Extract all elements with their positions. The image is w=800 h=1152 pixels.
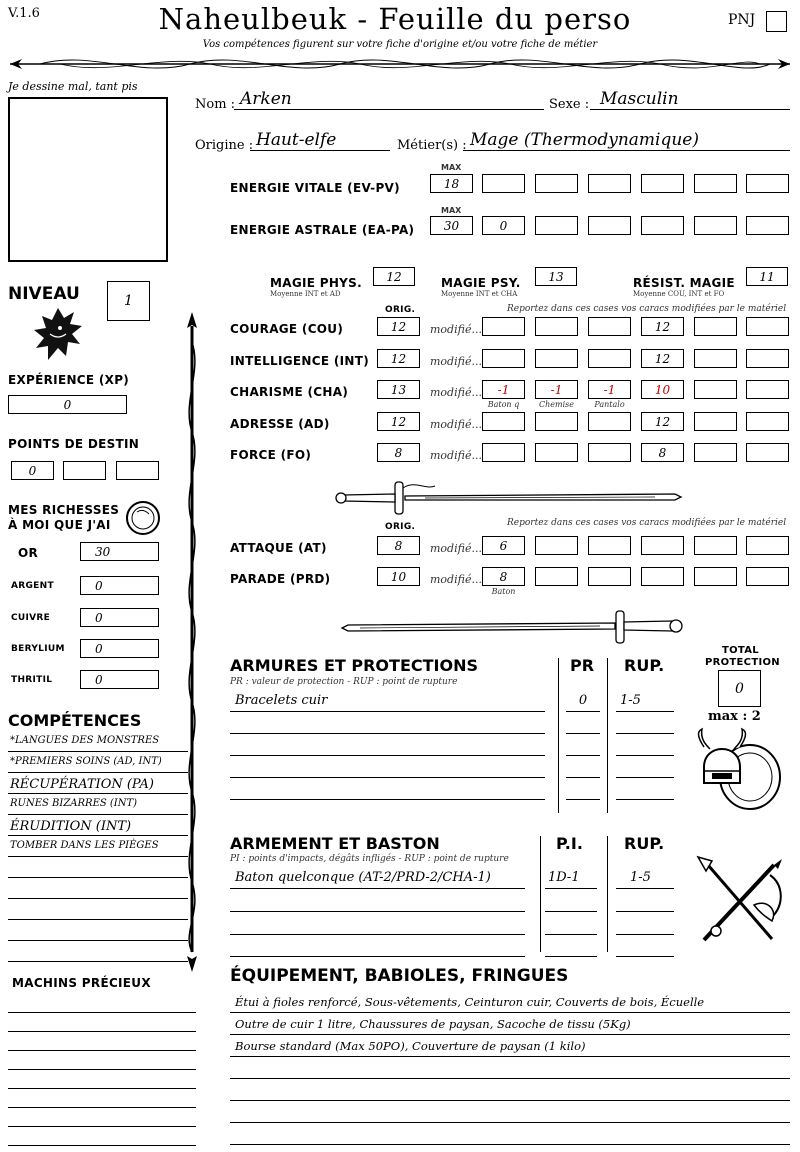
- ea-box[interactable]: [588, 216, 631, 235]
- sexe-line: [590, 109, 790, 110]
- sword-ornament-top: [335, 478, 685, 518]
- metier-line: [463, 150, 790, 151]
- header-vine-ornament: [0, 52, 800, 78]
- ev-box[interactable]: [535, 174, 578, 193]
- stat-name: PARADE (PRD): [230, 572, 331, 586]
- stat-mod-box[interactable]: [482, 443, 525, 462]
- stat-modifie-label: modifié...: [430, 542, 482, 555]
- combat-orig-label: ORIG.: [385, 522, 416, 532]
- stat-mod-box[interactable]: [694, 443, 737, 462]
- precious-line[interactable]: [8, 1107, 196, 1108]
- stat-mod-box[interactable]: 8: [641, 443, 684, 462]
- stats-note: Reportez dans ces cases vos caracs modifiées par le matériel: [507, 304, 787, 314]
- armor-note: PR : valeur de protection - RUP : point de rupture: [230, 677, 458, 687]
- ev-max-label: MAX: [441, 163, 462, 172]
- stat-name: FORCE (FO): [230, 448, 312, 462]
- nom-label: Nom :: [195, 97, 236, 112]
- skills-title: COMPÉTENCES: [8, 711, 142, 730]
- weapon-row-name[interactable]: Baton quelconque (AT-2/PRD-2/CHA-1): [235, 870, 491, 885]
- stats-orig-label: ORIG.: [385, 305, 416, 315]
- sword-ornament-bottom: [340, 605, 685, 645]
- destin-box-2[interactable]: [63, 461, 106, 480]
- stat-mod-box[interactable]: [641, 567, 684, 586]
- stat-mod-box[interactable]: [694, 349, 737, 368]
- armor-col-rup: RUP.: [624, 656, 665, 675]
- stat-orig-box[interactable]: 12: [377, 349, 420, 368]
- stat-mod-box[interactable]: 8: [482, 567, 525, 586]
- equipment-line-text[interactable]: Étui à fioles renforcé, Sous-vêtements, Ceinturon cuir, Couverts de bois, Écuelle: [235, 995, 705, 1009]
- wealth-name: ARGENT: [11, 581, 54, 591]
- weapons-col-divider-2: [607, 836, 608, 952]
- precious-title: MACHINS PRÉCIEUX: [12, 976, 151, 990]
- armor-row-line: [230, 777, 545, 778]
- ev-box[interactable]: [588, 174, 631, 193]
- sheet-subtitle: Vos compétences figurent sur votre fiche d'origine et/ou votre fiche de métier: [202, 39, 598, 50]
- stat-mod-box[interactable]: -1: [588, 380, 631, 399]
- armor-row-rup-line: [616, 711, 674, 712]
- wealth-name: THRITIL: [11, 675, 53, 685]
- weapons-col-pi: P.I.: [556, 834, 583, 853]
- metier-value[interactable]: Mage (Thermodynamique): [470, 130, 700, 150]
- stat-mod-box[interactable]: [535, 443, 578, 462]
- armor-row-line: [230, 755, 545, 756]
- equipment-line: [230, 1122, 790, 1123]
- ev-label: ENERGIE VITALE (EV-PV): [230, 181, 400, 195]
- nom-value[interactable]: Arken: [240, 89, 292, 109]
- skill-line: [8, 772, 188, 773]
- weapons-col-divider-1: [540, 836, 541, 952]
- ea-box[interactable]: 30: [430, 216, 473, 235]
- sexe-label: Sexe :: [549, 97, 590, 112]
- version-label: V.1.6: [8, 6, 40, 21]
- weapons-title: ARMEMENT ET BASTON: [230, 834, 440, 853]
- skill-entry[interactable]: RÉCUPÉRATION (PA): [10, 777, 154, 792]
- stat-mod-box[interactable]: [535, 536, 578, 555]
- precious-line[interactable]: [8, 1050, 196, 1051]
- armor-col-divider-1: [558, 658, 559, 813]
- skill-line: [8, 919, 188, 920]
- equipment-line: [230, 1034, 790, 1035]
- max-protection-label: max : 2: [708, 709, 761, 724]
- weapon-row-rup-line: [616, 956, 674, 957]
- skill-entry[interactable]: *PREMIERS SOINS (AD, INT): [10, 756, 162, 767]
- stat-modifie-label: modifié...: [430, 355, 482, 368]
- stat-mod-box[interactable]: [746, 443, 789, 462]
- weapon-row-rup-line: [616, 934, 674, 935]
- armor-row-pr-line: [566, 733, 600, 734]
- weapon-row-line: [230, 911, 525, 912]
- stat-mod-box[interactable]: [746, 317, 789, 336]
- ea-max-label: MAX: [441, 206, 462, 215]
- stat-mod-box[interactable]: [641, 536, 684, 555]
- spear-ornament: [180, 312, 204, 972]
- equipment-line: [230, 1100, 790, 1101]
- stat-orig-box[interactable]: 8: [377, 443, 420, 462]
- resist-magie-box[interactable]: 11: [746, 267, 788, 286]
- pnj-checkbox[interactable]: [766, 11, 787, 32]
- origine-label: Origine :: [195, 138, 254, 153]
- skill-entry[interactable]: ÉRUDITION (INT): [10, 819, 132, 834]
- skill-line: [8, 940, 188, 941]
- armor-row-pr[interactable]: 0: [578, 693, 588, 708]
- stat-mod-box[interactable]: -1: [535, 380, 578, 399]
- wealth-value-box[interactable]: 0: [80, 576, 159, 595]
- total-protection-label-1: TOTAL: [722, 645, 759, 656]
- ea-box[interactable]: 0: [482, 216, 525, 235]
- stat-name: INTELLIGENCE (INT): [230, 354, 369, 368]
- resist-magie-note: Moyenne COU, INT et FO: [633, 290, 725, 298]
- dragon-icon: [30, 304, 86, 364]
- precious-line[interactable]: [8, 1126, 196, 1127]
- skill-line: [8, 898, 188, 899]
- stat-mod-box[interactable]: [694, 536, 737, 555]
- armor-row-rup-line: [616, 799, 674, 800]
- stat-modifie-label: modifié...: [430, 386, 482, 399]
- skill-entry[interactable]: TOMBER DANS LES PIÈGES: [10, 840, 159, 851]
- skill-line: [8, 814, 188, 815]
- stat-mod-caption: Pantalo: [594, 400, 625, 409]
- precious-line[interactable]: [8, 1069, 196, 1070]
- weapon-row-pi-line: [545, 956, 597, 957]
- destin-box-3[interactable]: [116, 461, 159, 480]
- equipment-line-text[interactable]: Bourse standard (Max 50PO), Couverture de paysan (1 kilo): [235, 1039, 586, 1053]
- xp-box[interactable]: 0: [8, 395, 127, 414]
- ea-box[interactable]: [746, 216, 789, 235]
- stat-mod-box[interactable]: [535, 317, 578, 336]
- equipment-line: [230, 1144, 790, 1145]
- richesses-label-1: MES RICHESSES: [8, 503, 120, 517]
- stat-mod-box[interactable]: 12: [641, 317, 684, 336]
- stat-mod-box[interactable]: [588, 567, 631, 586]
- ev-box[interactable]: 18: [430, 174, 473, 193]
- wealth-value-box[interactable]: 0: [80, 670, 159, 689]
- armor-col-divider-2: [607, 658, 608, 813]
- stat-mod-box[interactable]: [482, 349, 525, 368]
- stat-mod-box[interactable]: [746, 536, 789, 555]
- destin-label: POINTS DE DESTIN: [8, 437, 140, 451]
- skill-line: [8, 835, 188, 836]
- skill-entry[interactable]: RUNES BIZARRES (INT): [10, 798, 138, 809]
- armor-row-rup-line: [616, 777, 674, 778]
- precious-line[interactable]: [8, 1145, 196, 1146]
- crossed-weapons-icon: [694, 855, 786, 950]
- stat-mod-box[interactable]: [588, 412, 631, 431]
- combat-note: Reportez dans ces cases vos caracs modifiées par le matériel: [507, 518, 787, 528]
- ev-box[interactable]: [641, 174, 684, 193]
- stat-name: CHARISME (CHA): [230, 385, 349, 399]
- stat-mod-box[interactable]: [746, 380, 789, 399]
- origine-value[interactable]: Haut-elfe: [256, 130, 337, 150]
- origine-line: [250, 150, 390, 151]
- weapon-row-rup-line: [616, 888, 674, 889]
- coin-icon: [125, 500, 161, 536]
- precious-line[interactable]: [8, 1031, 196, 1032]
- equipment-line: [230, 1012, 790, 1013]
- stat-mod-box[interactable]: 10: [641, 380, 684, 399]
- stat-mod-box[interactable]: [588, 349, 631, 368]
- magie-phys-note: Moyenne INT et AD: [270, 290, 341, 298]
- magie-psy-box[interactable]: 13: [535, 267, 577, 286]
- weapons-note: PI : points d'impacts, dégâts infligés - RUP : point de rupture: [230, 854, 509, 864]
- pnj-label: PNJ: [728, 12, 756, 28]
- total-protection-box[interactable]: 0: [718, 670, 761, 707]
- stat-modifie-label: modifié...: [430, 323, 482, 336]
- sheet-title: Naheulbeuk - Feuille du perso: [158, 2, 632, 36]
- stat-mod-box[interactable]: [746, 567, 789, 586]
- armor-row-line: [230, 711, 545, 712]
- magie-phys-label: MAGIE PHYS.: [270, 276, 362, 290]
- stat-mod-box[interactable]: [535, 567, 578, 586]
- armor-row-rup[interactable]: 1-5: [620, 693, 641, 708]
- stat-orig-box[interactable]: 8: [377, 536, 420, 555]
- equipment-title: ÉQUIPEMENT, BABIOLES, FRINGUES: [230, 966, 569, 986]
- armor-row-line: [230, 733, 545, 734]
- stat-mod-box[interactable]: 12: [641, 349, 684, 368]
- destin-box-1[interactable]: 0: [11, 461, 54, 480]
- stat-mod-box[interactable]: [588, 317, 631, 336]
- stat-mod-box[interactable]: [746, 349, 789, 368]
- stat-mod-box[interactable]: [694, 567, 737, 586]
- ev-box[interactable]: [482, 174, 525, 193]
- weapon-row-line: [230, 934, 525, 935]
- wealth-name: OR: [18, 546, 39, 560]
- wealth-value-box[interactable]: 30: [80, 542, 159, 561]
- equipment-line: [230, 1056, 790, 1057]
- ev-box[interactable]: [694, 174, 737, 193]
- precious-line[interactable]: [8, 1012, 196, 1013]
- xp-label: EXPÉRIENCE (XP): [8, 373, 130, 387]
- skill-line: [8, 856, 188, 857]
- armor-row-pr-line: [566, 777, 600, 778]
- equipment-line: [230, 1078, 790, 1079]
- stat-mod-caption: Baton q: [487, 400, 520, 409]
- magie-phys-box[interactable]: 12: [373, 267, 415, 286]
- stat-name: COURAGE (COU): [230, 322, 344, 336]
- armor-row-rup-line: [616, 733, 674, 734]
- weapon-row-pi-line: [545, 934, 597, 935]
- stat-orig-box[interactable]: 12: [377, 317, 420, 336]
- helmet-shield-icon: [694, 727, 786, 813]
- armor-row-line: [230, 799, 545, 800]
- stat-mod-box[interactable]: [694, 380, 737, 399]
- stat-orig-box[interactable]: 12: [377, 412, 420, 431]
- total-protection-label-2: PROTECTION: [705, 657, 780, 668]
- skill-line: [8, 793, 188, 794]
- weapon-row-rup[interactable]: 1-5: [630, 870, 651, 885]
- stat-mod-box[interactable]: [588, 443, 631, 462]
- armor-row-pr-line: [566, 799, 600, 800]
- armor-row-pr-line: [566, 711, 600, 712]
- precious-line[interactable]: [8, 1088, 196, 1089]
- equipment-line-text[interactable]: Outre de cuir 1 litre, Chaussures de paysan, Sacoche de tissu (5Kg): [235, 1017, 631, 1031]
- stat-orig-box[interactable]: 10: [377, 567, 420, 586]
- stat-mod-box[interactable]: [482, 412, 525, 431]
- richesses-label-2: À MOI QUE J'AI: [8, 518, 111, 532]
- stat-mod-box[interactable]: [694, 412, 737, 431]
- wealth-value-box[interactable]: 0: [80, 608, 159, 627]
- stat-name: ADRESSE (AD): [230, 417, 330, 431]
- ev-box[interactable]: [746, 174, 789, 193]
- ea-box[interactable]: [641, 216, 684, 235]
- portrait-caption: Je dessine mal, tant pis: [8, 80, 138, 93]
- weapon-row-rup-line: [616, 911, 674, 912]
- weapon-row-line: [230, 888, 525, 889]
- sexe-value[interactable]: Masculin: [600, 89, 679, 109]
- niveau-label: NIVEAU: [8, 284, 80, 304]
- nom-line: [234, 109, 544, 110]
- stat-mod-box[interactable]: [694, 317, 737, 336]
- ea-box[interactable]: [694, 216, 737, 235]
- stat-mod-caption: Baton: [491, 587, 516, 596]
- skill-line: [8, 877, 188, 878]
- wealth-name: BERYLIUM: [11, 644, 65, 654]
- skill-line: [8, 751, 188, 752]
- armor-row-rup-line: [616, 755, 674, 756]
- weapon-row-pi-line: [545, 888, 597, 889]
- stat-mod-caption: Chemise: [539, 400, 574, 409]
- niveau-box[interactable]: 1: [107, 281, 150, 321]
- metier-label: Métier(s) :: [397, 138, 467, 153]
- stat-mod-box[interactable]: 6: [482, 536, 525, 555]
- portrait-frame[interactable]: [8, 97, 168, 262]
- stat-mod-box[interactable]: [746, 412, 789, 431]
- stat-mod-box[interactable]: 12: [641, 412, 684, 431]
- stat-mod-box[interactable]: [482, 317, 525, 336]
- wealth-value-box[interactable]: 0: [80, 639, 159, 658]
- weapons-col-rup: RUP.: [624, 834, 665, 853]
- armor-row-pr-line: [566, 755, 600, 756]
- weapon-row-pi[interactable]: 1D-1: [548, 870, 580, 885]
- stat-modifie-label: modifié...: [430, 449, 482, 462]
- wealth-name: CUIVRE: [11, 613, 51, 623]
- stat-mod-box[interactable]: [535, 349, 578, 368]
- stat-orig-box[interactable]: 13: [377, 380, 420, 399]
- stat-mod-box[interactable]: [535, 412, 578, 431]
- weapon-row-pi-line: [545, 911, 597, 912]
- stat-mod-box[interactable]: [588, 536, 631, 555]
- magie-psy-note: Moyenne INT et CHA: [441, 290, 518, 298]
- weapon-row-line: [230, 956, 525, 957]
- stat-modifie-label: modifié...: [430, 418, 482, 431]
- resist-magie-label: RÉSIST. MAGIE: [633, 276, 735, 290]
- ea-label: ENERGIE ASTRALE (EA-PA): [230, 223, 415, 237]
- stat-name: ATTAQUE (AT): [230, 541, 327, 555]
- skill-line: [8, 961, 188, 962]
- armor-col-pr: PR: [570, 656, 595, 675]
- armor-row-name[interactable]: Bracelets cuir: [235, 693, 328, 708]
- stat-mod-box[interactable]: -1: [482, 380, 525, 399]
- armor-title: ARMURES ET PROTECTIONS: [230, 656, 478, 675]
- magie-psy-label: MAGIE PSY.: [441, 276, 521, 290]
- ea-box[interactable]: [535, 216, 578, 235]
- stat-modifie-label: modifié...: [430, 573, 482, 586]
- skill-entry[interactable]: *LANGUES DES MONSTRES: [10, 735, 160, 746]
